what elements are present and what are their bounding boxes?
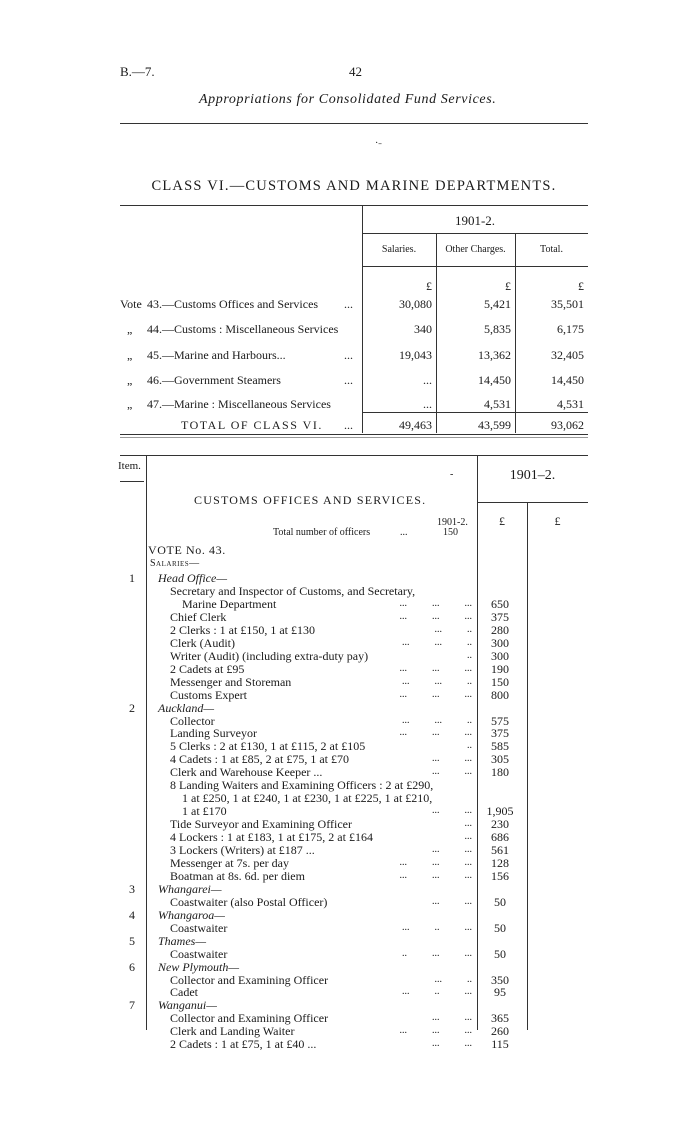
leader-dots: ... ... [432,844,472,855]
summary-total-salaries: 49,463 [399,418,432,432]
summary-row-label: 47.—Marine : Miscellaneous Services [147,397,331,411]
ink-mark-2: - [450,469,454,480]
salary-line-text: Coastwaiter [170,920,228,935]
summary-total-label: TOTAL OF CLASS VI. [181,418,323,432]
leader-dots: ... [464,818,472,829]
leader-dots: ... ... ... [399,662,472,674]
station-heading: Thames— [158,933,207,948]
salary-amount: 800 [491,687,509,702]
summary-row-prefix: „ [127,348,133,362]
summary-row-total: 32,405 [551,348,584,362]
summary-row-dots: ... [344,297,353,311]
summary-row-dots: ... [344,373,353,387]
salary-amount: 115 [491,1037,509,1052]
salary-line-text: Chief Clerk [170,609,227,624]
salary-amount: 260 [491,1024,509,1039]
leader-dots: ... ... ... [399,1025,472,1037]
summary-bottom-rule-2 [120,437,588,438]
summary-row-prefix: „ [127,373,133,387]
salary-line-text: 8 Landing Waiters and Examining Officers : 2 at £290, [170,778,434,793]
salary-line-text: Messenger and Storeman [170,674,292,689]
summary-row-salaries: ... [423,397,432,411]
salary-line-text: 2 Cadets at £95 [170,661,245,676]
salary-line-text: 4 Cadets : 1 at £85, 2 at £75, 1 at £70 [170,752,349,767]
summary-row-other: 5,835 [484,322,511,336]
summary-row-salaries: 19,043 [399,348,432,362]
leader-dots: ... ... ... [399,597,472,609]
summary-year: 1901-2. [454,213,496,228]
summary-row-salaries: 340 [414,322,432,336]
item-header-rule [120,481,144,482]
salary-line-text: Messenger at 7s. per day [170,855,289,870]
amount-subcolumn-divider [527,502,528,1030]
salary-amount: 128 [491,855,509,870]
salary-line-text: Collector [170,713,215,728]
item-column-divider [146,455,147,1030]
summary-row-prefix: Vote [120,297,142,311]
salary-line-text: 3 Lockers (Writers) at £187 ... [170,843,315,857]
summary-row-other: 5,421 [484,297,511,311]
salary-amount: 50 [494,920,506,935]
summary-header-rule [362,266,588,267]
leader-dots: ... .. ... [402,921,472,933]
officers-label: Total number of officers [273,527,371,538]
leader-dots: ... ... [432,805,472,817]
summary-row-label: 43.—Customs Offices and Services [147,297,319,311]
station-heading: Whangarei— [158,881,222,896]
col-salaries-header: Salaries. [381,244,417,255]
station-heading: Wanganui— [158,998,217,1013]
leader-dots: .. [467,649,472,661]
officers-count: 150 [443,527,458,538]
leader-dots: ... ... [432,753,472,765]
salary-amount: 300 [491,648,509,663]
station-heading: Whangaroa— [158,907,225,922]
item-number: 3 [129,881,135,896]
leader-dots: ... ... ... [399,727,472,739]
summary-total-other: 43,599 [478,418,511,432]
salary-amount: 230 [491,817,509,831]
page-number: 42 [349,64,362,79]
salary-line-text: Clerk and Landing Waiter [170,1024,295,1039]
summary-row-label: 46.—Government Steamers [147,373,281,387]
leader-dots: ... ... [432,1012,472,1024]
salary-amount: 156 [491,868,509,883]
header-rule [120,123,588,124]
salary-amount: 150 [491,674,509,689]
salary-amount: 375 [491,726,509,741]
salary-line-text: 4 Lockers : 1 at £183, 1 at £175, 2 at £164 [170,830,373,844]
station-heading: New Plymouth— [158,959,239,974]
detail-year-rule [477,502,588,503]
leader-dots: .. ... ... [402,947,472,959]
summary-row-salaries: 30,080 [399,297,432,311]
salary-amount: 300 [491,635,509,650]
leader-dots: ... .. [434,973,472,985]
item-number: 7 [129,998,135,1013]
salary-amount: 365 [491,1011,509,1026]
salary-amount: 686 [491,830,509,844]
salary-amount: 350 [491,972,509,987]
col-total-header: Total. [540,244,563,255]
salary-amount: 280 [491,622,509,637]
station-heading: Head Office— [158,571,227,585]
salary-line-text: Cadet [170,985,198,1000]
class-title: CLASS VI.—CUSTOMS AND MARINE DEPARTMENTS. [151,178,557,194]
summary-row-prefix: „ [127,322,133,336]
officers-year: 1901-2. [437,517,468,528]
salary-line-text: Marine Department [182,596,277,611]
leader-dots: ... .. ... [402,986,472,998]
summary-row-label: 45.—Marine and Harbours... [147,348,286,362]
summary-row-prefix: „ [127,397,133,411]
salary-line-text: 1 at £250, 1 at £240, 1 at £230, 1 at £225, 1 at £210, [182,791,433,806]
salary-line-text: Clerk (Audit) [170,635,235,650]
summary-row-other: 14,450 [478,373,511,387]
salary-line-text: 2 Clerks : 1 at £150, 1 at £130 [170,622,315,637]
salary-amount: 50 [494,946,506,961]
salary-line-text: Coastwaiter (also Postal Officer) [170,894,328,909]
summary-row-other: 4,531 [484,397,511,411]
salary-line-text: Collector and Examining Officer [170,1011,329,1026]
salary-line-text: Writer (Audit) (including extra-duty pay) [170,648,369,663]
salary-amount: 95 [494,985,506,1000]
summary-row-total: 35,501 [551,297,584,311]
detail-top-rule [120,455,588,456]
item-number: 1 [129,571,135,585]
salary-line-text: 2 Cadets : 1 at £75, 1 at £40 ... [170,1037,317,1052]
salary-line-text: Landing Surveyor [170,726,257,741]
summary-row-total: 14,450 [551,373,584,387]
item-number: 6 [129,959,135,974]
summary-total-rule [362,412,588,413]
detail-year: 1901–2. [509,468,556,483]
salary-line-text: Customs Expert [170,687,247,702]
salary-amount: 50 [494,894,506,909]
salary-amount: 1,905 [486,804,514,819]
summary-row-dots: ... [344,348,353,362]
summary-row-total: 6,175 [557,322,584,336]
summary-total-dots: ... [344,418,353,432]
summary-bottom-rule [120,434,588,435]
salary-line-text: Clerk and Warehouse Keeper ... [170,765,323,780]
summary-row-label: 44.—Customs : Miscellaneous Services [147,322,339,336]
leader-dots: ... ... ... [399,869,472,881]
leader-dots: ... .. [434,623,472,635]
summary-row-total: 4,531 [557,397,584,411]
vote-heading: VOTE No. 43. [148,543,226,557]
salary-amount: 190 [491,661,509,676]
salaries-heading: Salaries— [150,558,200,569]
ink-mark: ·˗ [375,138,382,149]
leader-dots: ... ... ... [399,688,472,700]
leader-dots: ... ... [432,895,472,907]
summary-total-total: 93,062 [551,418,584,432]
detail-currency-1: £ [499,514,505,528]
leader-dots: ... ... [432,766,472,778]
leader-dots: ... ... .. [402,636,472,648]
currency-total: £ [578,279,584,293]
salary-line-text: Coastwaiter [170,946,228,961]
salary-amount: 650 [491,596,509,611]
currency-salaries: £ [426,279,432,293]
station-heading: Auckland— [158,700,214,715]
document-reference: B.—7. [120,64,155,79]
leader-dots: ... ... .. [402,714,472,726]
section-title: CUSTOMS OFFICES AND SERVICES. [194,493,427,507]
salary-amount: 305 [491,752,509,767]
detail-currency-2: £ [554,514,561,528]
leader-dots: .. [467,740,472,752]
leader-dots: ... ... ... [399,610,472,622]
summary-row-other: 13,362 [478,348,511,362]
col-other-charges-header: Other Charges. [445,244,506,255]
item-column-header: Item. [118,460,141,472]
salary-line-text: 5 Clerks : 2 at £130, 1 at £115, 2 at £105 [170,739,366,754]
item-number: 5 [129,933,135,948]
currency-other: £ [505,279,511,293]
item-number: 4 [129,907,135,922]
leader-dots: ... [464,831,472,842]
salary-line-text: Collector and Examining Officer [170,972,329,987]
leader-dots: ... ... [432,1038,472,1050]
salary-line-text: Tide Surveyor and Examining Officer [170,817,352,831]
summary-row-salaries: ... [423,373,432,387]
salary-amount: 375 [491,609,509,624]
leader-dots: ... ... .. [402,675,472,687]
summary-top-rule [120,205,588,206]
leader-dots: ... ... ... [399,856,472,868]
running-title: Appropriations for Consolidated Fund Services. [199,92,497,107]
salary-amount: 561 [491,843,509,857]
salary-line-text: Boatman at 8s. 6d. per diem [170,868,305,883]
salary-amount: 180 [491,765,509,780]
salary-line-text: Secretary and Inspector of Customs, and Secretary, [170,584,416,598]
salary-amount: 575 [491,713,509,728]
officers-dots: ... [400,527,408,538]
summary-year-rule [362,233,588,234]
salary-amount: 585 [491,739,509,754]
salary-line-text: 1 at £170 [182,804,227,819]
item-number: 2 [129,700,135,715]
